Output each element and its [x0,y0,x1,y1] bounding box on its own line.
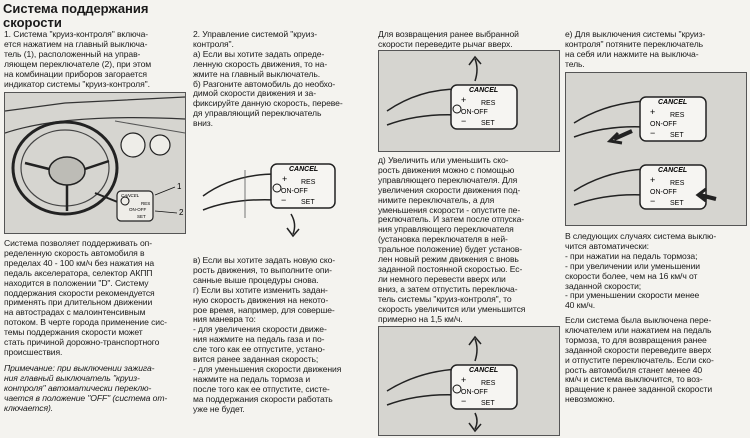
callout-1: 1 [177,182,182,191]
plus-glyph: + [461,95,467,105]
switch-illustration-adjust [378,326,560,436]
mini-res-label: RES [141,201,151,206]
auto-off-conditions: В следующих случаях система выклю- чится автоматически: - при нажатии на педаль тормоза; - при увеличении или уменьшении скорости более, чем на 16 км/ч от заданной скорости; - при уменьшении скорости менее 40 км/ч. [565,231,717,311]
switch-illustration-resume [378,50,560,152]
mini-onoff-label: ON-OFF [129,207,147,212]
minus-glyph: − [461,116,467,126]
note-paragraph: Примечание: при выключении зажига- ния главный выключатель "круиз- контроля" автоматически переклю- чается в положение "OFF" (система от- ключается). [4,363,168,413]
plus-glyph: + [461,375,467,385]
onoff-label: ON-OFF [461,109,488,116]
res-label: RES [670,180,685,187]
set-label: SET [301,199,315,206]
res-label: RES [670,112,685,119]
cancel-label: CANCEL [658,167,688,174]
speed-change-instructions: в) Если вы хотите задать новую ско- рость движения, то выполните опи- санные выше процедуры снова. г) Если вы хотите изменить задан- ную скорость движения на некото- рое время, например, для соверше- ния маневра то: - для увеличения скорости движе- ния нажмите на педаль газа и по- сле того как ее отпустите, устано- вится ранее заданная скорость; - для уменьшения скорости движения нажмите на педаль тормоза и после того как ее отпустите, систе- ма поддержания скорости работать уже не будет. [193,255,342,414]
dashboard-illustration [4,92,186,234]
mini-cancel-label: CANCEL [121,193,140,198]
page-title: Система поддержания скорости [3,1,149,30]
cancel-label: CANCEL [469,367,499,374]
minus-glyph: − [281,195,287,205]
plus-glyph: + [650,175,656,185]
onoff-label: ON-OFF [650,121,677,128]
res-label: RES [481,100,496,107]
set-label: SET [481,120,495,127]
minus-glyph: − [461,396,467,406]
set-label: SET [481,400,495,407]
set-label: SET [670,200,684,207]
resume-after-off: Если система была выключена пере- ключателем или нажатием на педаль тормоза, то для возвращения ранее заданной скорости переведите вверх и отпустите переключатель. Если ско- рость автомобиля станет менее 40 км/ч и система выключится, то воз- вращение к ранее заданной скорости невозможно. [565,315,714,405]
control-instructions: 2. Управление системой "круиз- контроля". а) Если вы хотите задать опреде- ленную скорость движения, то на- жмите на главный выключатель. б) Разгоните автомобиль до необхо- димой скорости движения и за- фиксируйте данную скорость, переве- дя управляющий переключатель вниз. [193,29,343,129]
res-label: RES [481,380,496,387]
callout-2: 2 [179,208,184,217]
onoff-label: ON-OFF [281,188,308,195]
cancel-instruction: е) Для выключения системы "круиз- контроля" потяните переключатель на себя или нажмите на выключа- тель. [565,29,706,69]
mini-set-label: SET [137,214,146,219]
onoff-label: ON-OFF [650,189,677,196]
plus-glyph: + [650,107,656,117]
switch-illustration-set [193,134,371,242]
resume-instruction: Для возвращения ранее выбранной скорости переведите рычаг вверх. [378,29,519,49]
res-label: RES [301,179,316,186]
plus-glyph: + [282,174,288,184]
cancel-label: CANCEL [469,87,499,94]
switch-illustration-cancel [565,72,747,226]
cancel-label: CANCEL [658,99,688,106]
minus-glyph: − [650,128,656,138]
set-label: SET [670,132,684,139]
intro-paragraph: 1. Система "круиз-контроля" включа- ется нажатием на главный выключа- тель (1), расположенный на управ- ляющем переключателе (2), при этом на комбинации приборов загорается индикатор системы "круиз-контроля". [4,29,152,89]
adjust-speed-paragraph: д) Увеличить или уменьшить ско- рость движения можно с помощью управляющего переключателя. Для увеличения скорости движения под- нимите переключатель, а для уменьшения скорости - опустите пе- реключатель. И затем после отпуска- ния управляющего переключателя (установка переключателя в ней- тральное положение) будет установ- лен новый режим движения с вновь заданной постоянной скоростью. Ес- ли немного перевести вверх или вниз, а затем отпустить переключа- тель системы "круиз-контроля", то скорость увеличится или уменьшится примерно на 1,5 км/ч. [378,155,526,324]
cancel-label: CANCEL [289,166,319,173]
minus-glyph: − [650,196,656,206]
onoff-label: ON-OFF [461,389,488,396]
system-description: Система позволяет поддерживать оп- ределенную скорость автомобиля в пределах 40 - 100 км/ч без нажатия на педаль акселератора, селектор АКПП находится в положении "D". Систему поддержания скорости рекомендуется применять при длительном движении на автострадах с малоинтенсивным потоком. В черте города применение сис- темы поддержания скорости может стать причиной дорожно-транспортного происшествия. [4,238,167,357]
